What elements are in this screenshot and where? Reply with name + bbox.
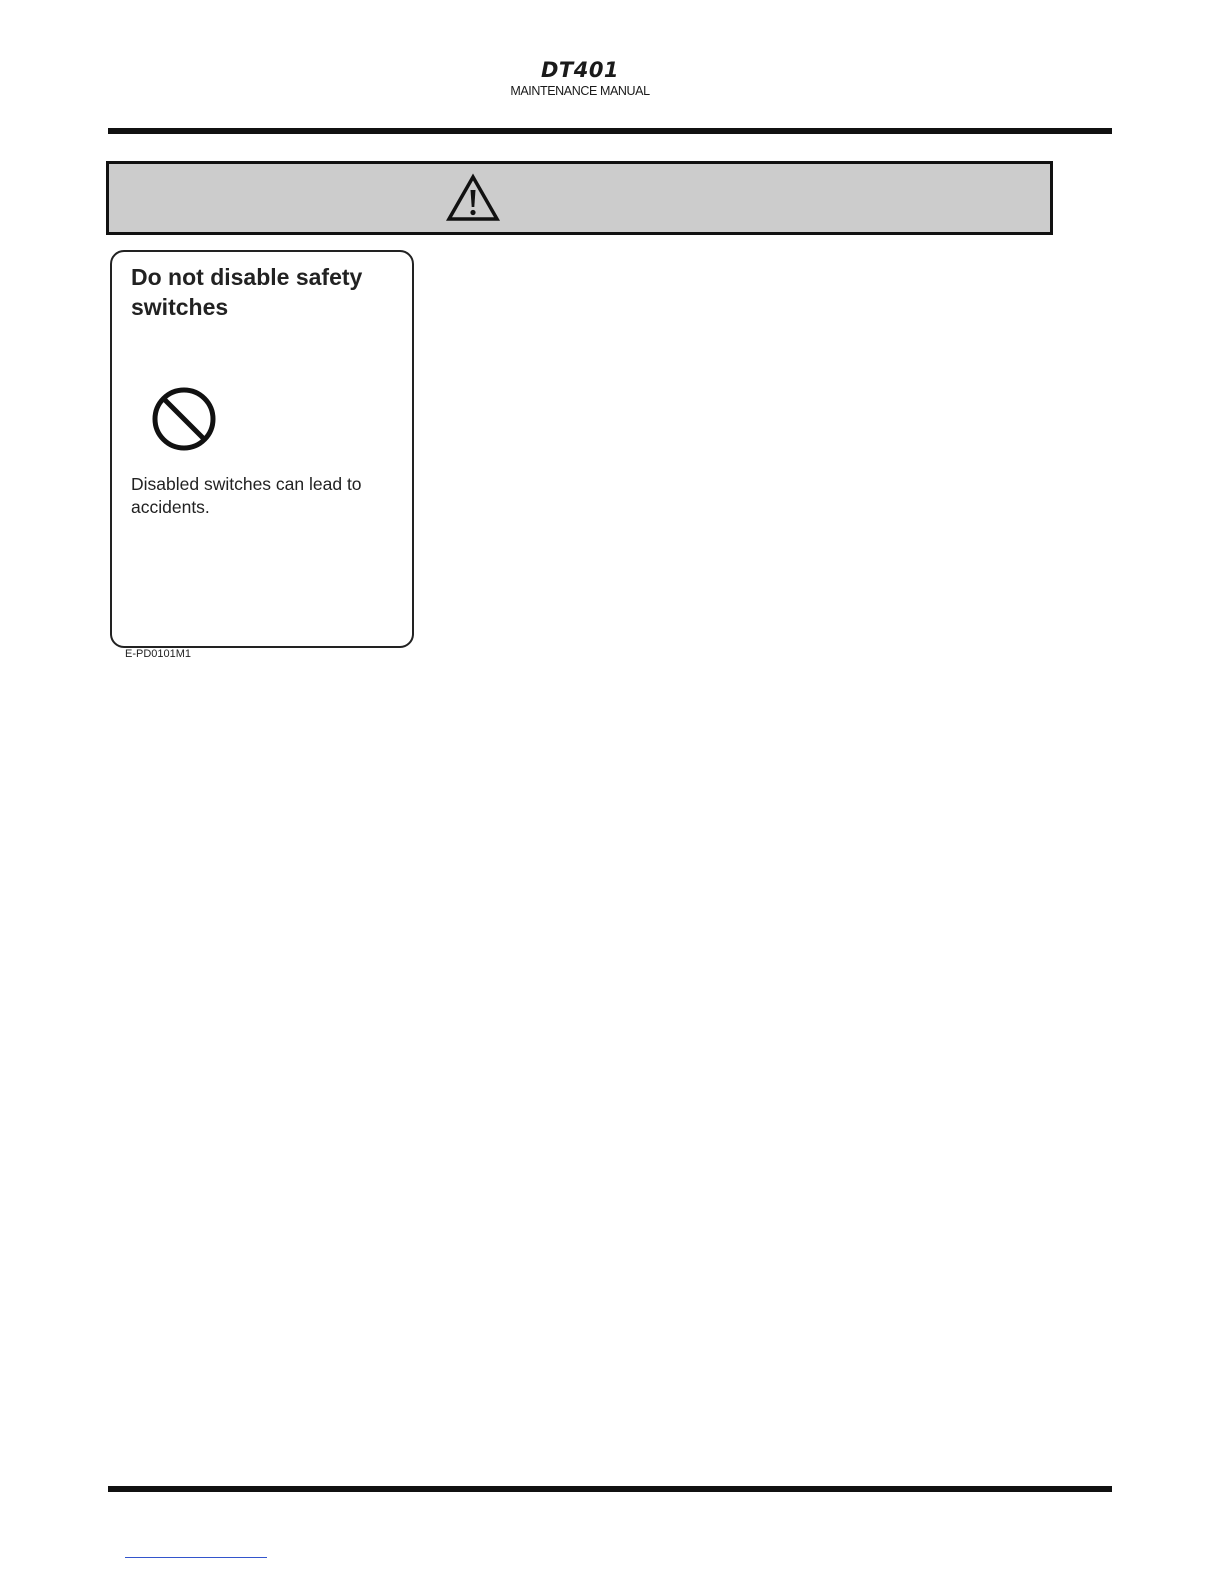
prohibition-icon (150, 385, 218, 453)
card-description: Disabled switches can lead to accidents. (131, 474, 362, 517)
footer-rule (108, 1486, 1112, 1492)
header-rule (108, 128, 1112, 134)
footer-link-underline[interactable] (125, 1557, 267, 1558)
figure-code: E-PD0101M1 (125, 648, 192, 660)
warning-banner (106, 161, 1053, 235)
document-subtitle: MAINTENANCE MANUAL (510, 84, 650, 98)
safety-card (110, 250, 414, 648)
card-title: Do not disable safety switches (131, 264, 363, 320)
warning-triangle-icon (445, 173, 501, 223)
document-title: DT401 (540, 58, 620, 82)
